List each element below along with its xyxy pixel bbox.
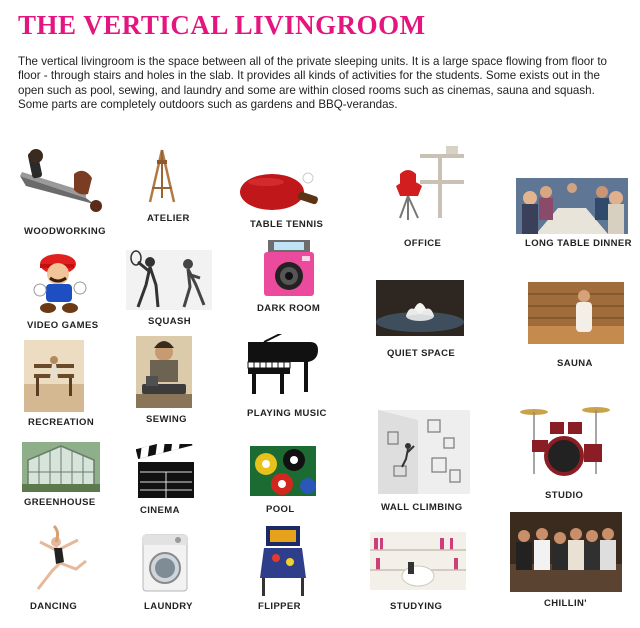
activity-label: WOODWORKING [24, 226, 106, 237]
camera-icon [262, 236, 316, 298]
activity-label: SEWING [146, 414, 187, 425]
clapperboard-icon [136, 444, 196, 500]
drum-kit-icon [516, 404, 612, 480]
activity-label: VIDEO GAMES [27, 320, 99, 331]
group-on-sofa-photo [510, 512, 622, 592]
activity-label: GREENHOUSE [24, 497, 96, 508]
sewing-machine-photo [136, 336, 192, 408]
page-title: THE VERTICAL LIVINGROOM [18, 10, 426, 40]
activity-label: SQUASH [148, 316, 192, 327]
hand-plane-icon [16, 146, 108, 218]
activity-label: DARK ROOM [257, 303, 321, 314]
activity-label: LAUNDRY [144, 601, 193, 612]
activity-label: CINEMA [140, 505, 180, 516]
activity-label: STUDYING [390, 601, 443, 612]
activity-label: DANCING [30, 601, 78, 612]
washing-machine-icon [142, 534, 188, 592]
game-character-icon [30, 250, 90, 314]
activity-label: SAUNA [557, 358, 593, 369]
squash-players-photo [126, 250, 212, 310]
ping-pong-paddle-icon [236, 168, 320, 216]
dinner-party-photo [516, 178, 628, 234]
activity-label: STUDIO [545, 490, 584, 501]
activity-label: OFFICE [404, 238, 442, 249]
activity-label: POOL [266, 504, 295, 515]
study-nook-photo [370, 532, 466, 590]
water-lily-photo [376, 280, 464, 336]
billiard-balls-icon [250, 446, 316, 496]
grand-piano-icon [244, 334, 320, 396]
activity-label: RECREATION [28, 417, 95, 428]
activity-label: CHILLIN' [544, 598, 587, 609]
activity-label: ATELIER [147, 213, 190, 224]
bench-photo [24, 340, 84, 412]
sauna-photo [528, 282, 624, 344]
activity-label: FLIPPER [258, 601, 301, 612]
climbing-wall-photo [378, 410, 470, 494]
activity-label: WALL CLIMBING [381, 502, 463, 513]
pinball-machine-icon [256, 526, 310, 596]
desk-chair-icon [376, 144, 470, 224]
activity-label: LONG TABLE DINNER [525, 238, 632, 249]
activity-label: QUIET SPACE [387, 348, 456, 359]
intro-paragraph: The vertical livingroom is the space between all of the private sleeping units. It is a large space flowing from floor to floor - through stairs and holes in the slab. It provides all kinds of activities for the students. Some exists out in the open such as pool, sewing, and laundry and some are within closed rooms such as cinemas, sauna and squash. Some parts are completely outdoors such as gardens and BBQ-verandas. [18, 55, 607, 112]
easel-icon [144, 148, 180, 204]
activity-label: PLAYING MUSIC [247, 408, 327, 419]
dancer-photo [30, 522, 90, 594]
greenhouse-photo [22, 442, 100, 492]
activity-label: TABLE TENNIS [250, 219, 324, 230]
